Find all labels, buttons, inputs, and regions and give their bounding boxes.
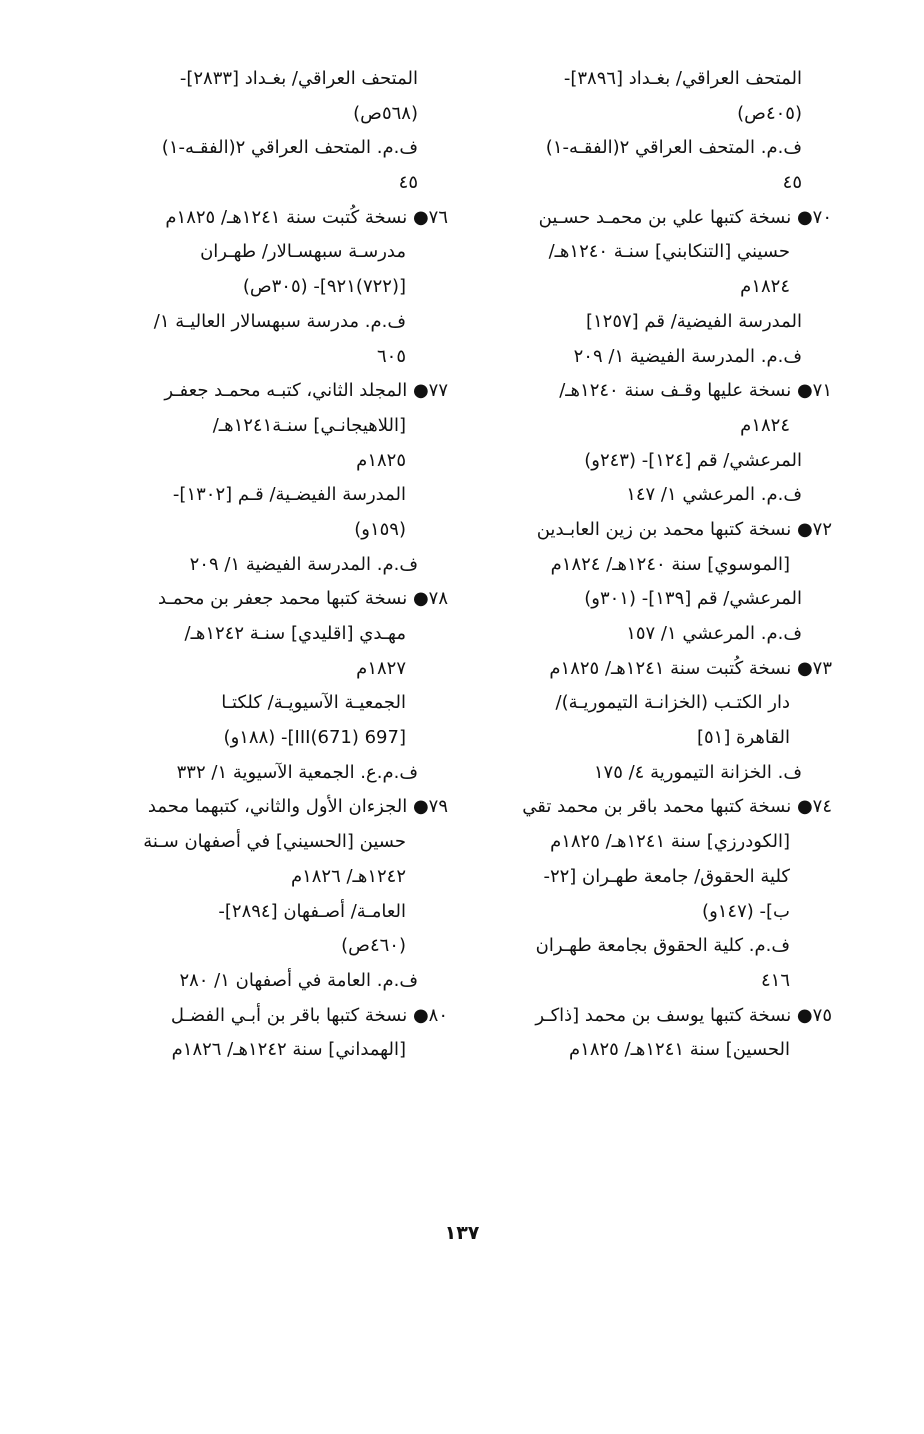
text-line: المرعشي/ قم [١٢٤]- (٢٤٣و): [584, 449, 802, 471]
text-line: ف.م. المدرسة الفيضية ١/ ٢٠٩: [189, 553, 418, 575]
text-line: القاهرة [٥١]: [696, 727, 790, 749]
text-line: ف. الخزانة التيمورية ٤/ ١٧٥: [593, 761, 802, 783]
text-line: ف.م. مدرسة سبهسالار العاليـة ١/: [153, 310, 406, 332]
text-line: ٤٥: [782, 172, 802, 194]
text-line: ف.م. المدرسة الفيضية ١/ ٢٠٩: [573, 345, 802, 367]
text-line: مدرسـة سبهسـالار/ طهـران: [200, 241, 406, 263]
text-line: [الكودرزي] سنة ١٢٤١هـ/ ١٨٢٥م: [550, 831, 790, 853]
text-line: المدرسة الفيضية/ قم [١٢٥٧]: [585, 310, 802, 332]
text-line: المتحف العراقي/ بغـداد [٢٨٣٣]-: [179, 68, 418, 89]
text-line: الجمعيـة الآسيويـة/ كلكتـا: [221, 692, 406, 714]
text-line: ١٨٢٧م: [356, 657, 406, 679]
page-number: ١٣٧: [444, 1222, 480, 1244]
text-line: ١٨٢٥م: [356, 449, 406, 471]
text-line: [الموسوي] سنة ١٢٤٠هـ/ ١٨٢٤م: [550, 553, 790, 575]
text-line: ٦٠٥: [376, 345, 406, 367]
text-line: ف.م. كلية الحقوق بجامعة طهـران: [535, 935, 790, 957]
text-line: كلية الحقوق/ جامعة طهـران [٢٢-: [543, 865, 790, 887]
text-line: (٥٦٨ص): [353, 102, 418, 124]
text-line: ف.م. المتحف العراقي ٢(الفقـه-١): [161, 137, 418, 159]
text-line: المرعشي/ قم [١٣٩]- (٣٠١و): [584, 588, 802, 610]
text-line: ف.م. المرعشي ١/ ١٥٧: [626, 623, 802, 644]
text-line: ٧٤● نسخة كتبها محمد باقر بن محمد تقي: [522, 796, 832, 818]
text-line: ف.م. المرعشي ١/ ١٤٧: [626, 484, 802, 506]
text-line: ف.م. العامة في أصفهان ١/ ٢٨٠: [179, 969, 418, 991]
text-line: الحسين] سنة ١٢٤١هـ/ ١٨٢٥م: [569, 1039, 790, 1061]
text-line: ١٨٢٤م: [740, 414, 790, 436]
text-line: ٧٢● نسخة كتبها محمد بن زين العابـدين: [536, 518, 832, 540]
text-line: ٧١● نسخة عليها وقـف سنة ١٢٤٠هـ/: [559, 380, 832, 402]
text-line: ٧٣● نسخة كُتبت سنة ١٢٤١هـ/ ١٨٢٥م: [549, 657, 832, 679]
text-line: (٤٠٥ص): [737, 102, 802, 124]
text-line: ١٢٤٢هـ/ ١٨٢٦م: [290, 865, 406, 887]
text-line: مهـدي [اقليدي] سنـة ١٢٤٢هـ/: [184, 623, 406, 644]
text-line: [(٧٢٢)٩٢١]- (٣٠٥ص): [242, 276, 406, 298]
text-line: ٧٧● المجلد الثاني، كتبـه محمـد جعفـر: [164, 380, 448, 402]
text-line: ٨٠● نسخة كتبها باقر بن أبـي الفضـل: [170, 1004, 448, 1026]
text-line: ٧٨● نسخة كتبها محمد جعفر بن محمـد: [158, 588, 448, 610]
text-line: حسيني [التنكابني] سنـة ١٢٤٠هـ/: [548, 241, 790, 263]
text-line: [اللاهيجانـي] سنـة١٢٤١هـ/: [212, 414, 406, 436]
text-line: [697 III(671)]- (١٨٨و): [223, 727, 406, 749]
text-line: دار الكتـب (الخزانـة التيموريـة)/: [555, 692, 790, 714]
text-line: ٤١٦: [760, 969, 790, 991]
text-line: ٧٦● نسخة كُتبت سنة ١٢٤١هـ/ ١٨٢٥م: [165, 206, 448, 228]
text-line: العامـة/ أصـفهان [٢٨٩٤]-: [218, 900, 406, 922]
text-line: ١٨٢٤م: [740, 276, 790, 298]
right-column: [482, 62, 832, 1068]
text-line: المدرسة الفيضـية/ قـم [١٣٠٢]-: [172, 484, 406, 506]
text-line: ٧٩● الجزءان الأول والثاني، كتبهما محمد: [147, 796, 448, 818]
text-line: ٧٥● نسخة كتبها يوسف بن محمد [ذاكـر: [535, 1004, 832, 1026]
text-line: (٤٦٠ص): [341, 935, 406, 957]
text-line: المتحف العراقي/ بغـداد [٣٨٩٦]-: [563, 68, 802, 89]
text-line: حسين [الحسيني] في أصفهان سـنة: [143, 831, 406, 853]
text-line: ف.م.ع. الجمعية الآسيوية ١/ ٣٣٢: [176, 761, 418, 783]
text-line: ٤٥: [398, 172, 418, 194]
text-line: [الهمداني] سنة ١٢٤٢هـ/ ١٨٢٦م: [171, 1039, 406, 1061]
text-line: (١٥٩و): [354, 518, 406, 540]
text-line: ب]- (١٤٧و): [702, 900, 790, 922]
text-line: ف.م. المتحف العراقي ٢(الفقـه-١): [545, 137, 802, 159]
left-column: [98, 62, 448, 1068]
text-line: ٧٠● نسخة كتبها علي بن محمـد حسـين: [538, 206, 832, 228]
